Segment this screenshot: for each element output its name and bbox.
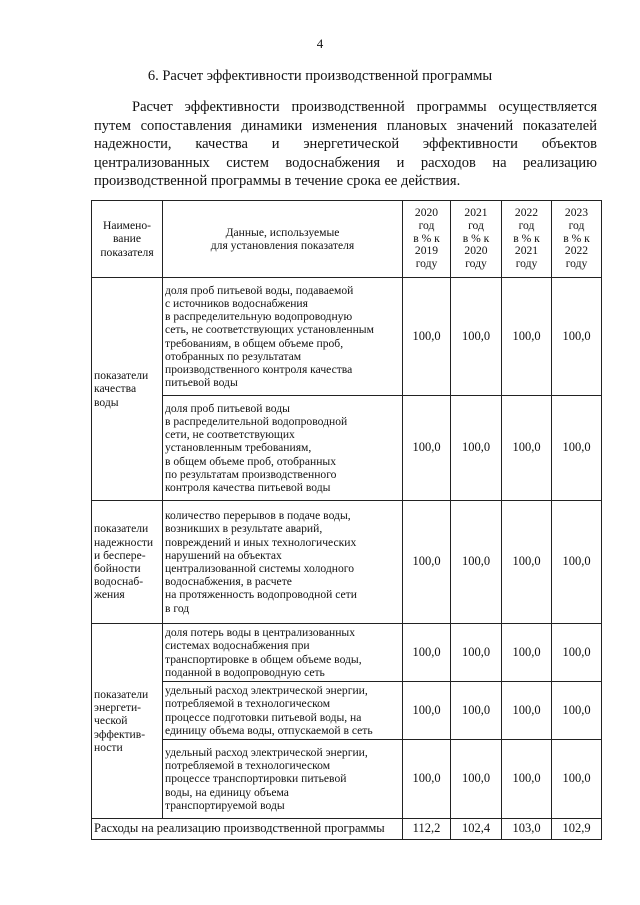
page-number: 4 (316, 36, 324, 51)
row-description: доля потерь воды в централизованных системах водоснабжения при транспортировке в общем объеме воды, поданной в водопроводную сеть (163, 624, 403, 682)
summary-value: 102,4 (451, 819, 502, 840)
value-cell: 100,0 (451, 624, 502, 682)
value-cell: 100,0 (502, 740, 552, 819)
value-cell: 100,0 (502, 682, 552, 740)
value-cell: 100,0 (502, 396, 552, 501)
summary-row (92, 819, 602, 840)
row-description: количество перерывов в подаче воды, возникших в результате аварий, повреждений и иных технологических нарушений на объектах централизованной системы холодного водоснабжения, в расчете на протяженность водопроводной сети в год (163, 501, 403, 624)
value-cell: 100,0 (552, 278, 602, 396)
value-cell: 100,0 (451, 278, 502, 396)
intro-line: Расчет эффективности производственной программы осуществляется (132, 99, 597, 115)
header-indicator-name: Наимено- вание показателя (92, 201, 163, 278)
value-cell: 100,0 (502, 624, 552, 682)
table-row (92, 624, 602, 682)
table-row (92, 740, 602, 819)
row-description: удельный расход электрической энергии, потребляемой в технологическом процессе транспортировки питьевой воды, на единицу объема транспортируемой воды (163, 740, 403, 819)
value-cell: 100,0 (552, 682, 602, 740)
header-year-2023: 2023 год в % к 2022 году (552, 201, 602, 278)
value-cell: 100,0 (552, 396, 602, 501)
table-row (92, 682, 602, 740)
table-row (92, 278, 602, 396)
summary-value: 102,9 (552, 819, 602, 840)
summary-value: 103,0 (502, 819, 552, 840)
value-cell: 100,0 (403, 682, 451, 740)
row-description: удельный расход электрической энергии, потребляемой в технологическом процессе подготовки питьевой воды, на единицу объема воды, отпускаемой в сеть (163, 682, 403, 740)
value-cell: 100,0 (451, 682, 502, 740)
group-reliability: показатели надежности и беспере- бойности водоснаб- жения (92, 501, 163, 624)
value-cell: 100,0 (403, 740, 451, 819)
value-cell: 100,0 (552, 624, 602, 682)
value-cell: 100,0 (552, 740, 602, 819)
value-cell: 100,0 (451, 740, 502, 819)
group-water-quality: показатели качества воды (92, 278, 163, 501)
value-cell: 100,0 (552, 501, 602, 624)
table-row (92, 396, 602, 501)
intro-line: путем сопоставления динамики изменения плановых значений показателей (94, 117, 597, 134)
header-year-2020: 2020 год в % к 2019 году (403, 201, 451, 278)
intro-line: производственной программы в течение срока ее действия. (94, 173, 461, 189)
value-cell: 100,0 (451, 396, 502, 501)
section-title: 6. Расчет эффективности производственной программы (147, 68, 493, 84)
intro-line: надежности, качества и энергетической эффективности объектов (94, 136, 597, 152)
value-cell: 100,0 (403, 501, 451, 624)
efficiency-table (91, 200, 602, 840)
value-cell: 100,0 (403, 278, 451, 396)
value-cell: 100,0 (502, 501, 552, 624)
group-energy-efficiency: показатели энергети- ческой эффектив- ности (92, 624, 163, 819)
value-cell: 100,0 (403, 396, 451, 501)
summary-label: Расходы на реализацию производственной программы (92, 819, 403, 840)
intro-line: централизованных систем водоснабжения и расходов на реализацию (94, 154, 597, 171)
header-year-2022: 2022 год в % к 2021 году (502, 201, 552, 278)
table-row (92, 501, 602, 624)
intro-paragraph (94, 98, 597, 191)
header-year-2021: 2021 год в % к 2020 году (451, 201, 502, 278)
table-header-row (92, 201, 602, 278)
summary-value: 112,2 (403, 819, 451, 840)
value-cell: 100,0 (451, 501, 502, 624)
row-description: доля проб питьевой воды в распределительной водопроводной сети, не соответствующих установленным требованиям, в общем объеме проб, отобранных по результатам производственного контроля качества питьевой воды (163, 396, 403, 501)
value-cell: 100,0 (502, 278, 552, 396)
header-data-used: Данные, используемые для установления показателя (163, 201, 403, 278)
row-description: доля проб питьевой воды, подаваемой с источников водоснабжения в распределительную водопроводную сеть, не соответствующих установленным требованиям, в общем объеме проб, отобранных по результатам производственного контроля качества питьевой воды (163, 278, 403, 396)
value-cell: 100,0 (403, 624, 451, 682)
